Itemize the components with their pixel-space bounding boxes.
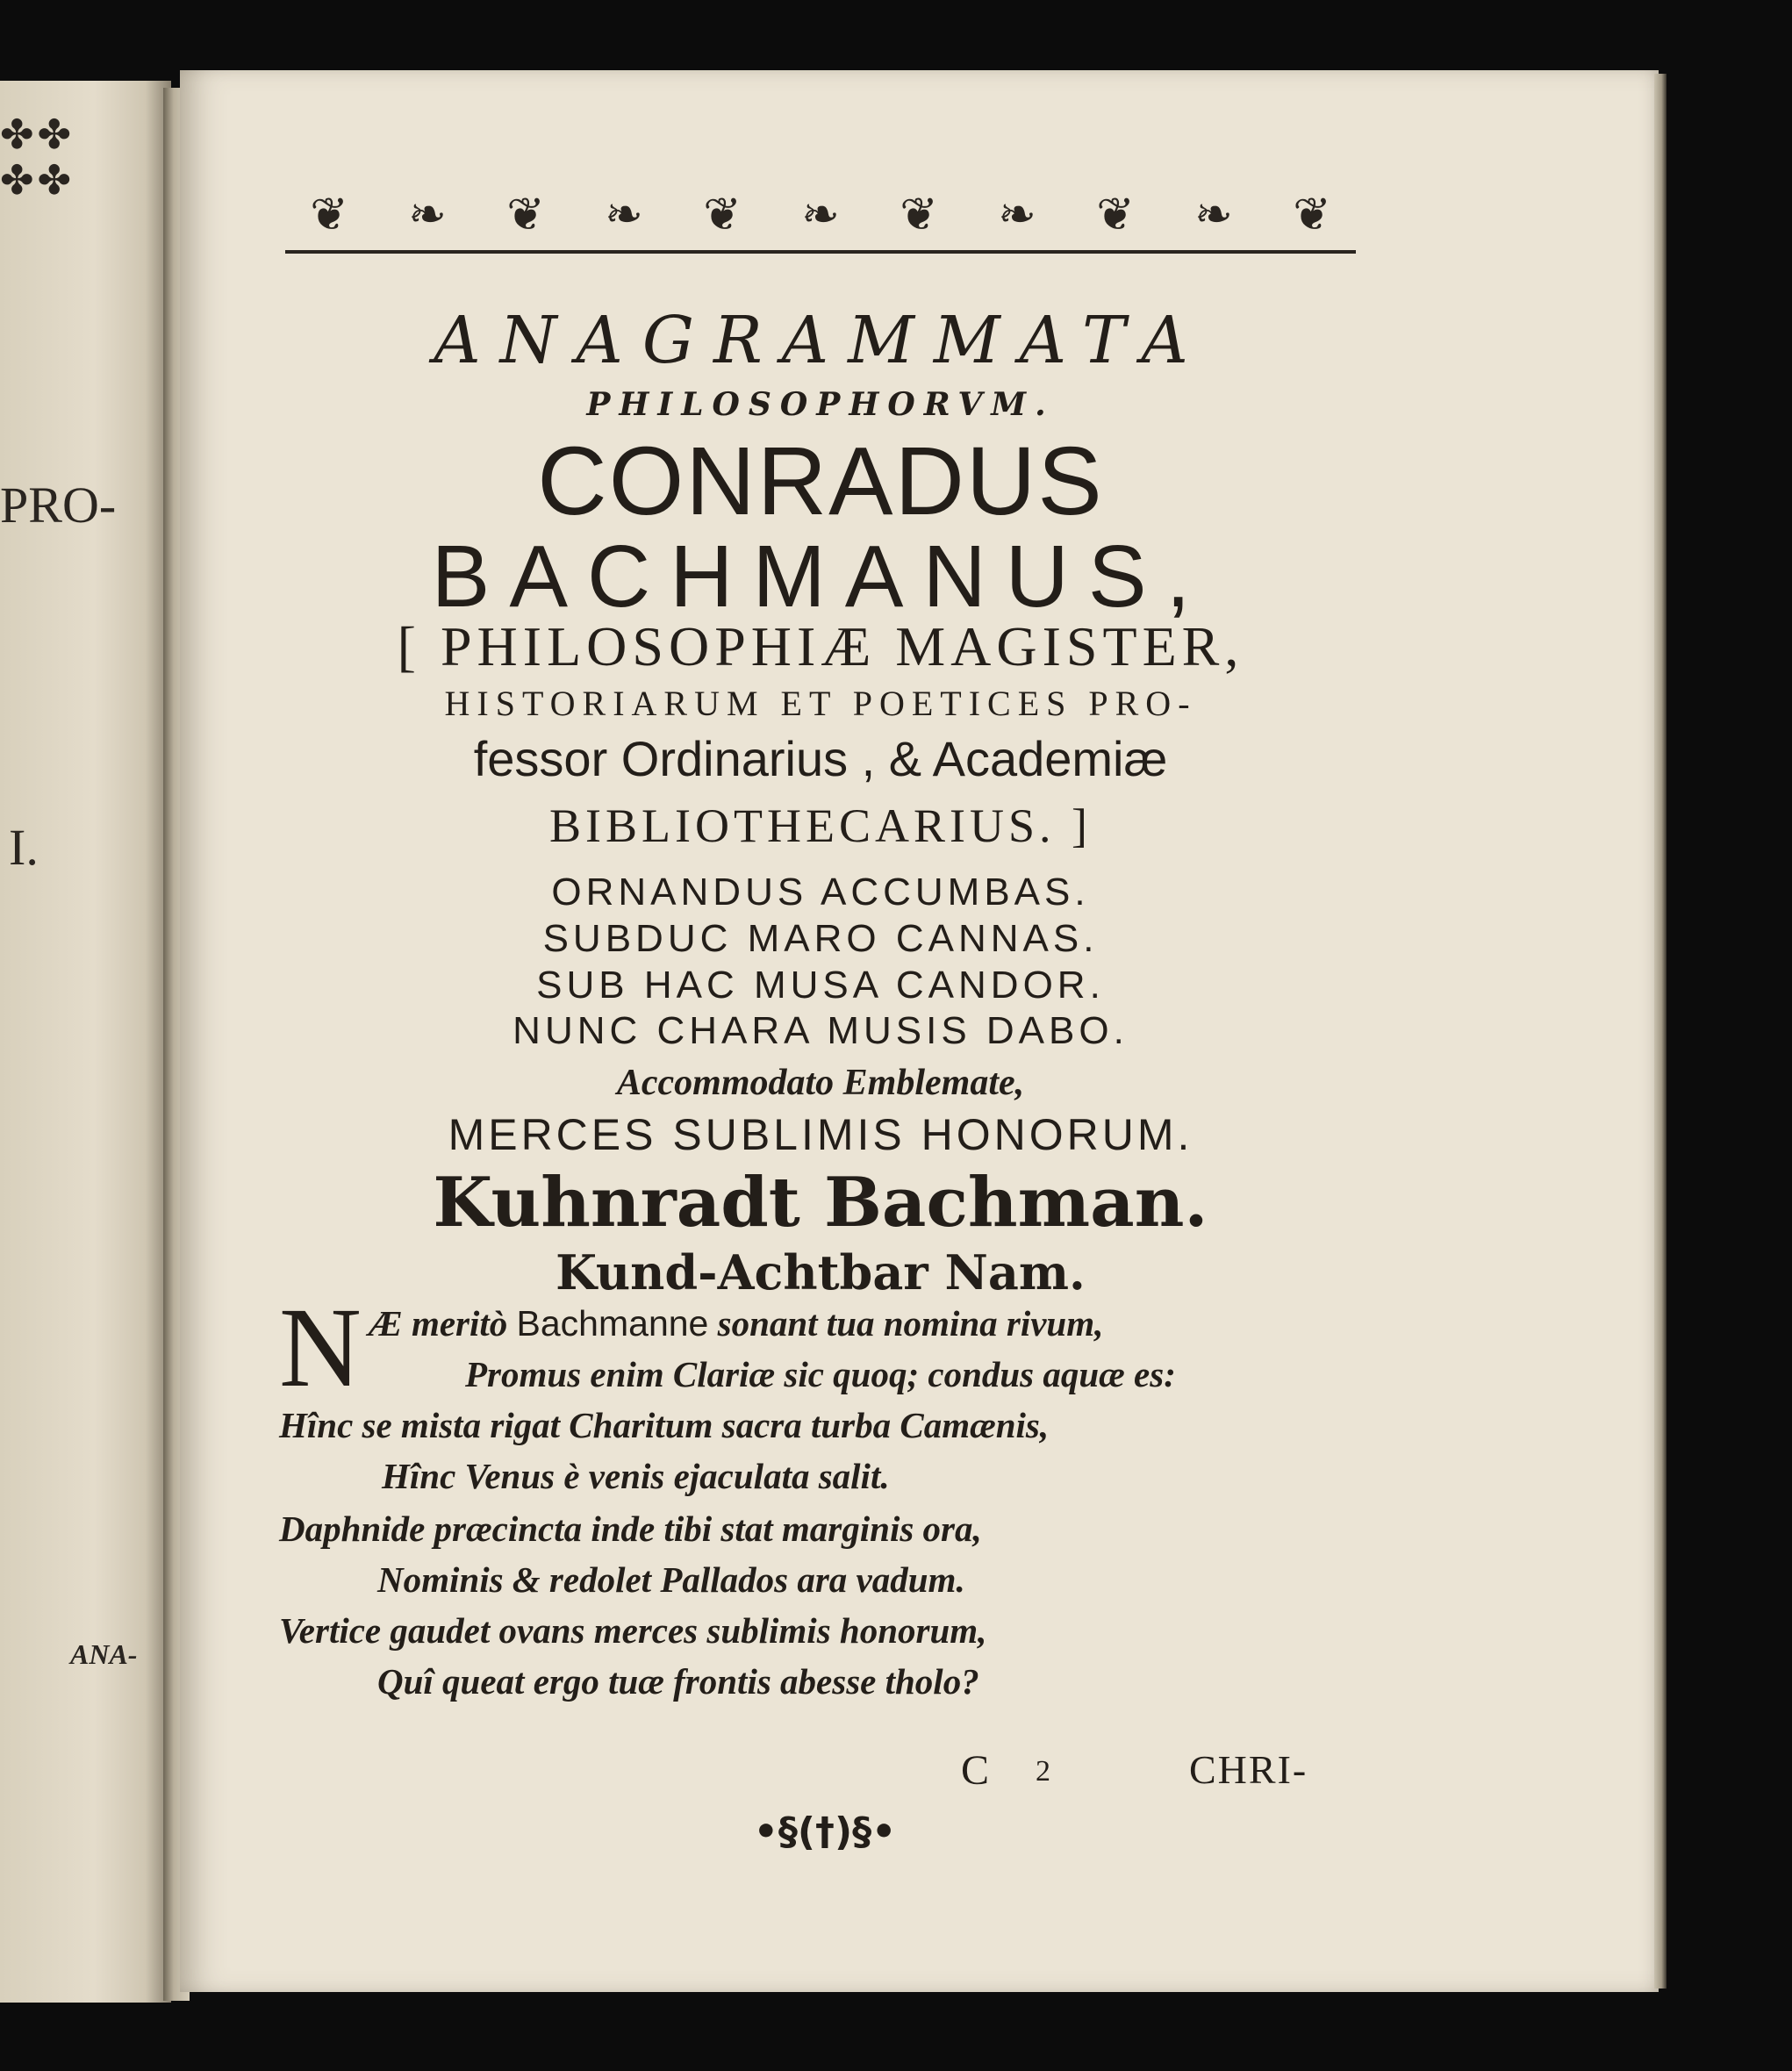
anagram-line: SUB HAC MUSA CANDOR. (536, 964, 1105, 1007)
poem-line-3: Hînc se mista rigat Charitum sacra turba Camænis, (279, 1405, 1050, 1445)
emblem-intro: Accommodato Emblemate, (616, 1063, 1025, 1103)
emblem-motto: MERCES SUBLIMIS HONORUM. (448, 1110, 1193, 1159)
poem-line-6: Nominis & redolet Pallados ara vadum. (377, 1559, 965, 1600)
poem-drop-cap: N (279, 1285, 362, 1411)
left-page (0, 81, 171, 2003)
ornament-icon: ❧ (801, 189, 840, 241)
poem-line-2: Promus enim Clariæ sic quoq; condus aquæ es: (465, 1354, 1176, 1394)
left-page-text-i: I. (9, 819, 39, 876)
ornament-icon: ❧ (605, 189, 643, 241)
name-bachmanus: BACHMANUS, (431, 527, 1210, 626)
name-conradus: CONRADUS (537, 427, 1104, 535)
poem-line-1-a: Æ meritò (369, 1303, 517, 1344)
ornament-icon: ❦ (703, 189, 742, 241)
left-ornament-icon: ✤✤ ✤✤ (0, 111, 75, 204)
poem-line-1-name: Bachmanne (516, 1303, 709, 1344)
poem-line-5: Daphnide præcincta inde tibi stat marginis ora, (279, 1508, 982, 1549)
fleuron-ornament: •§(†)§• (753, 1809, 897, 1854)
german-name: Kuhnradt Bachman. (433, 1163, 1208, 1243)
ornament-icon: ❧ (998, 189, 1036, 241)
poem-line-7: Vertice gaudet ovans merces sublimis honorum, (279, 1610, 987, 1651)
anagram-line: NUNC CHARA MUSIS DABO. (513, 1009, 1129, 1052)
poem-line-4: Hînc Venus è venis ejaculata salit. (382, 1456, 890, 1496)
title-line-2: HISTORIARUM ET POETICES PRO- (444, 684, 1197, 723)
title-line-1: [ PHILOSOPHIÆ MAGISTER, (397, 615, 1244, 677)
poem-line-1 (369, 1302, 1103, 1344)
left-page-catchword: ANA- (70, 1638, 138, 1670)
signature-mark: C (961, 1747, 990, 1794)
heading-anagrammata: ANAGRAMMATA (434, 303, 1208, 378)
ornament-icon: ❦ (310, 189, 348, 241)
ornament-icon: ❧ (408, 189, 447, 241)
poem-line-1-c: sonant tua nomina rivum, (708, 1303, 1104, 1344)
ornament-icon: ❧ (1194, 189, 1233, 241)
title-line-3: fessor Ordinarius , & Academiæ (473, 731, 1168, 786)
page-edge (1654, 74, 1667, 1989)
ornament-icon: ❦ (506, 189, 545, 241)
title-line-4: BIBLIOTHECARIUS. ] (549, 799, 1092, 852)
headpiece-ornament (285, 180, 1356, 254)
catchword: CHRI- (1189, 1747, 1308, 1792)
anagram-line: SUBDUC MARO CANNAS. (542, 917, 1099, 960)
left-page-text-pro: PRO- (0, 477, 117, 534)
ornament-icon: ❦ (900, 189, 938, 241)
ornament-icon: ❦ (1096, 189, 1135, 241)
signature-number: 2 (1036, 1755, 1050, 1788)
ornament-icon: ❦ (1293, 189, 1331, 241)
poem-line-8: Quî queat ergo tuæ frontis abesse tholo? (377, 1661, 979, 1702)
heading-philosophorum: PHILOSOPHORVM. (586, 386, 1055, 423)
anagram-line: ORNANDUS ACCUMBAS. (551, 871, 1090, 914)
german-anagram: Kund-Achtbar Nam. (556, 1244, 1086, 1301)
